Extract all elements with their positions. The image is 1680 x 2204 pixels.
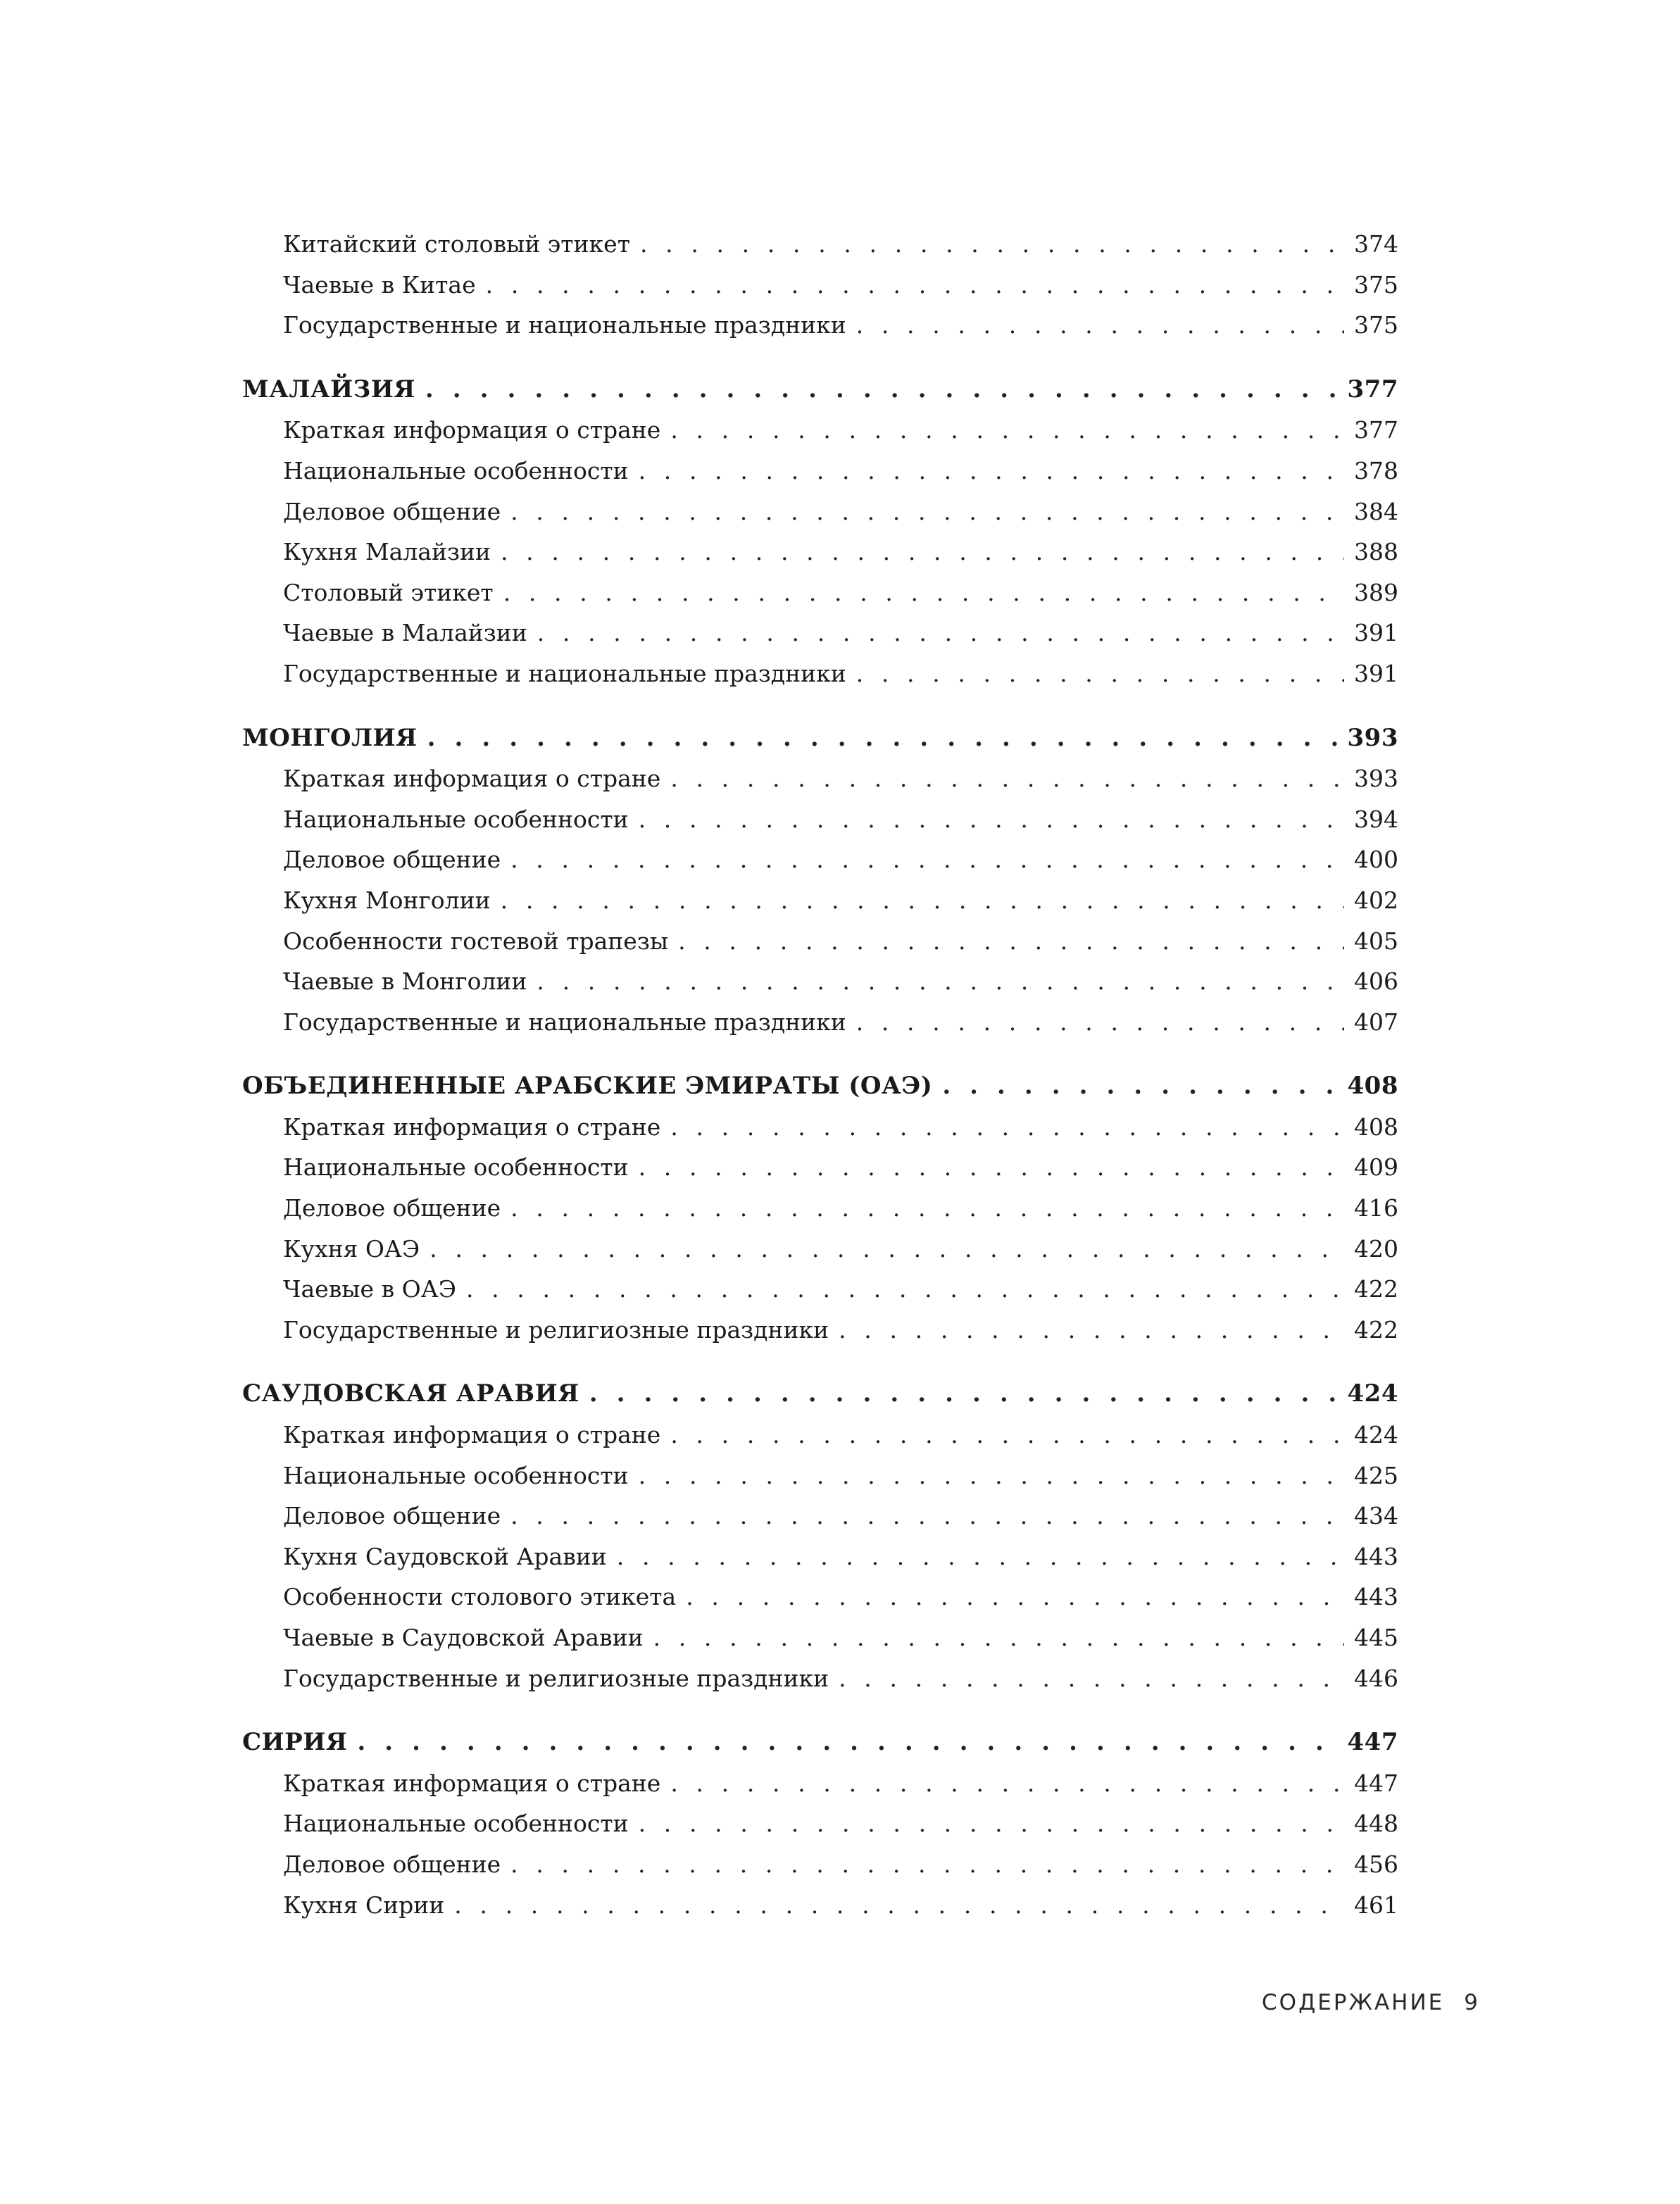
- dot-leader: [670, 410, 1344, 451]
- dot-leader: [942, 1066, 1337, 1107]
- entry-title: Государственные и национальные праздники: [283, 1008, 846, 1036]
- chapter-title: ОБЪЕДИНЕННЫЕ АРАБСКИЕ ЭМИРАТЫ (ОАЭ): [242, 1072, 933, 1101]
- toc-entry: [242, 961, 1398, 1002]
- entry-title: Национальные особенности: [283, 1153, 629, 1182]
- dot-leader: [670, 1763, 1344, 1804]
- dot-leader: [686, 1577, 1344, 1617]
- dot-leader: [357, 1722, 1337, 1763]
- toc-section: [242, 1374, 1398, 1698]
- entry-title: Кухня Монголии: [283, 886, 491, 914]
- page-number: 394: [1354, 805, 1398, 833]
- dot-leader: [589, 1374, 1338, 1415]
- page-number: 375: [1354, 270, 1398, 299]
- entry-title: Краткая информация о стране: [283, 1421, 661, 1449]
- toc-entry: [242, 880, 1398, 921]
- toc-entry: [242, 491, 1398, 532]
- dot-leader: [639, 1455, 1344, 1496]
- dot-leader: [510, 1844, 1344, 1885]
- footer-page-number: 9: [1464, 1990, 1478, 2015]
- entry-title: Деловое общение: [283, 1850, 501, 1878]
- toc-entry: [242, 305, 1398, 346]
- page-number: 461: [1354, 1891, 1398, 1919]
- toc-section: [242, 224, 1398, 346]
- dot-leader: [839, 1658, 1344, 1699]
- page-number: 407: [1354, 1008, 1398, 1036]
- page-number: 388: [1354, 538, 1398, 566]
- toc-entry: [242, 1269, 1398, 1310]
- page-number: 393: [1347, 723, 1398, 752]
- page-number: 416: [1354, 1194, 1398, 1222]
- entry-title: Национальные особенности: [283, 805, 629, 833]
- toc-entry: [242, 1577, 1398, 1617]
- dot-leader: [639, 451, 1344, 491]
- dot-leader: [839, 1310, 1344, 1351]
- page-number: 384: [1354, 497, 1398, 525]
- entry-title: Деловое общение: [283, 1194, 501, 1222]
- toc-section: [242, 718, 1398, 1043]
- toc-entry: [242, 799, 1398, 840]
- page-number: 424: [1347, 1379, 1398, 1408]
- toc-entry: [242, 1188, 1398, 1229]
- entry-title: Чаевые в Китае: [283, 270, 476, 299]
- page-number: 374: [1354, 230, 1398, 258]
- dot-leader: [670, 1415, 1344, 1455]
- entry-title: Столовый этикет: [283, 578, 494, 606]
- page-number: 393: [1354, 765, 1398, 793]
- entry-title: Краткая информация о стране: [283, 765, 661, 793]
- entry-title: Китайский столовый этикет: [283, 230, 630, 258]
- page-number: 424: [1354, 1421, 1398, 1449]
- entry-title: Чаевые в ОАЭ: [283, 1275, 456, 1303]
- page-number: 391: [1354, 659, 1398, 687]
- page-number: 443: [1354, 1542, 1398, 1570]
- toc-section: [242, 370, 1398, 694]
- toc-chapter-entry: [242, 718, 1398, 759]
- dot-leader: [670, 758, 1344, 799]
- page-number: 422: [1354, 1275, 1398, 1303]
- page-number: 378: [1354, 456, 1398, 484]
- toc-entry: [242, 451, 1398, 491]
- toc-entry: [242, 572, 1398, 613]
- page-number: 377: [1347, 375, 1398, 403]
- toc-entry: [242, 1229, 1398, 1270]
- running-footer: [1262, 1990, 1478, 2015]
- dot-leader: [856, 653, 1344, 694]
- entry-title: Чаевые в Малайзии: [283, 619, 527, 647]
- entry-title: Кухня Сирии: [283, 1891, 445, 1919]
- toc-entry: [242, 1415, 1398, 1455]
- entry-title: Чаевые в Монголии: [283, 968, 527, 996]
- footer-section-title: СОДЕРЖАНИЕ: [1262, 1990, 1445, 2015]
- toc-entry: [242, 1803, 1398, 1844]
- entry-title: Национальные особенности: [283, 1810, 629, 1838]
- page-number: 409: [1354, 1153, 1398, 1182]
- dot-leader: [856, 305, 1344, 346]
- dot-leader: [503, 572, 1344, 613]
- dot-leader: [510, 1188, 1344, 1229]
- entry-title: Особенности гостевой трапезы: [283, 927, 669, 955]
- dot-leader: [454, 1885, 1344, 1926]
- toc-entry: [242, 839, 1398, 880]
- entry-title: Государственные и национальные праздники: [283, 311, 846, 339]
- toc-entry: [242, 1147, 1398, 1188]
- entry-title: Государственные и национальные праздники: [283, 659, 846, 687]
- page-number: 456: [1354, 1850, 1398, 1878]
- entry-title: Особенности столового этикета: [283, 1583, 677, 1611]
- dot-leader: [537, 613, 1344, 653]
- toc-entry: [242, 1536, 1398, 1577]
- toc-chapter-entry: [242, 370, 1398, 411]
- toc-chapter-entry: [242, 1066, 1398, 1107]
- page-number: 391: [1354, 619, 1398, 647]
- toc-entry: [242, 1763, 1398, 1804]
- dot-leader: [640, 224, 1344, 265]
- toc-entry: [242, 1885, 1398, 1926]
- toc-section: [242, 1722, 1398, 1925]
- toc-entry: [242, 1658, 1398, 1699]
- page-number: 389: [1354, 578, 1398, 606]
- entry-title: Краткая информация о стране: [283, 1769, 661, 1797]
- chapter-title: МОНГОЛИЯ: [242, 723, 418, 752]
- dot-leader: [537, 961, 1344, 1002]
- dot-leader: [670, 1107, 1344, 1148]
- dot-leader: [856, 1002, 1344, 1043]
- dot-leader: [510, 839, 1344, 880]
- dot-leader: [639, 1803, 1344, 1844]
- entry-title: Государственные и религиозные праздники: [283, 1664, 829, 1692]
- dot-leader: [425, 370, 1338, 411]
- dot-leader: [501, 880, 1344, 921]
- page-number: 422: [1354, 1315, 1398, 1344]
- entry-title: Чаевые в Саудовской Аравии: [283, 1624, 644, 1651]
- dot-leader: [653, 1617, 1344, 1658]
- page-number: 445: [1354, 1624, 1398, 1651]
- toc-entry: [242, 1617, 1398, 1658]
- page-number: 447: [1347, 1728, 1398, 1757]
- page-number: 425: [1354, 1461, 1398, 1489]
- toc-entry: [242, 265, 1398, 306]
- toc-entry: [242, 758, 1398, 799]
- toc-entry: [242, 1496, 1398, 1536]
- page-number: 434: [1354, 1502, 1398, 1530]
- page-number: 402: [1354, 886, 1398, 914]
- page-number: 377: [1354, 416, 1398, 444]
- table-of-contents: [242, 224, 1398, 1925]
- toc-entry: [242, 1844, 1398, 1885]
- dot-leader: [466, 1269, 1344, 1310]
- entry-title: Национальные особенности: [283, 1461, 629, 1489]
- page-number: 400: [1354, 846, 1398, 874]
- entry-title: Деловое общение: [283, 1502, 501, 1530]
- toc-chapter-entry: [242, 1722, 1398, 1763]
- page-number: 406: [1354, 968, 1398, 996]
- dot-leader: [430, 1229, 1344, 1270]
- page-number: 448: [1354, 1810, 1398, 1838]
- page-number: 443: [1354, 1583, 1398, 1611]
- page-number: 405: [1354, 927, 1398, 955]
- dot-leader: [510, 491, 1344, 532]
- toc-entry: [242, 224, 1398, 265]
- page-number: 447: [1354, 1769, 1398, 1797]
- page-number: 408: [1354, 1113, 1398, 1141]
- toc-entry: [242, 1002, 1398, 1043]
- page-number: 408: [1347, 1072, 1398, 1101]
- entry-title: Деловое общение: [283, 846, 501, 874]
- toc-entry: [242, 532, 1398, 572]
- dot-leader: [427, 718, 1338, 759]
- entry-title: Кухня Малайзии: [283, 538, 491, 566]
- toc-chapter-entry: [242, 1374, 1398, 1415]
- chapter-title: МАЛАЙЗИЯ: [242, 375, 415, 403]
- dot-leader: [486, 265, 1344, 306]
- entry-title: Государственные и религиозные праздники: [283, 1315, 829, 1344]
- dot-leader: [639, 799, 1344, 840]
- dot-leader: [678, 921, 1344, 962]
- entry-title: Краткая информация о стране: [283, 1113, 661, 1141]
- toc-section: [242, 1066, 1398, 1350]
- entry-title: Кухня Саудовской Аравии: [283, 1542, 607, 1570]
- page-number: 420: [1354, 1234, 1398, 1263]
- dot-leader: [617, 1536, 1344, 1577]
- toc-entry: [242, 410, 1398, 451]
- toc-entry: [242, 1310, 1398, 1351]
- page-number: 375: [1354, 311, 1398, 339]
- entry-title: Деловое общение: [283, 497, 501, 525]
- page-number: 446: [1354, 1664, 1398, 1692]
- toc-entry: [242, 613, 1398, 653]
- toc-entry: [242, 1107, 1398, 1148]
- entry-title: Кухня ОАЭ: [283, 1234, 420, 1263]
- dot-leader: [510, 1496, 1344, 1536]
- dot-leader: [639, 1147, 1344, 1188]
- toc-entry: [242, 653, 1398, 694]
- chapter-title: САУДОВСКАЯ АРАВИЯ: [242, 1379, 579, 1408]
- entry-title: Краткая информация о стране: [283, 416, 661, 444]
- toc-entry: [242, 921, 1398, 962]
- chapter-title: СИРИЯ: [242, 1728, 348, 1757]
- dot-leader: [501, 532, 1344, 572]
- toc-entry: [242, 1455, 1398, 1496]
- entry-title: Национальные особенности: [283, 456, 629, 484]
